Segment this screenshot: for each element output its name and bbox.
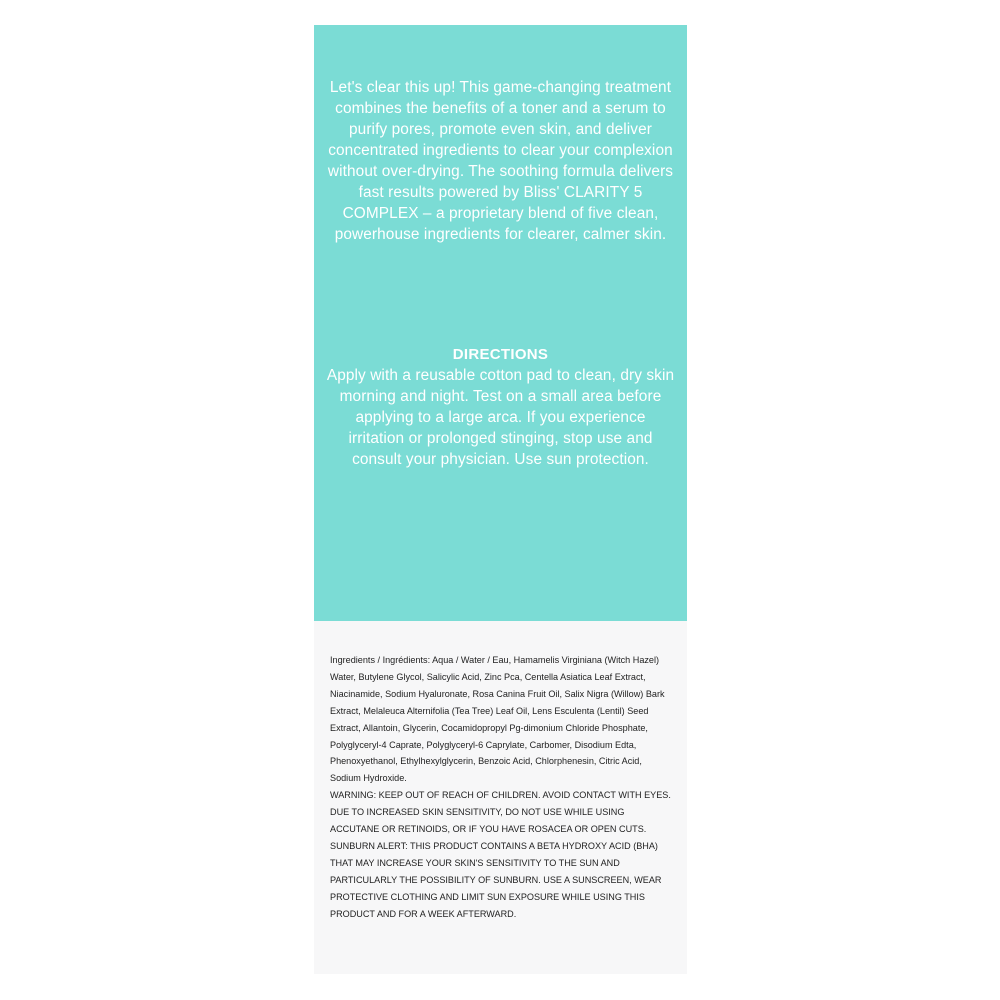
warning-text: WARNING: KEEP OUT OF REACH OF CHILDREN. AVOID CONTACT WITH EYES. DUE TO INCREASED SKIN SENSITIVITY, DO NOT USE WHILE USING ACCUTANE OR RETINOIDS, OR IF YOU HAVE ROSACEA OR OPEN CUTS.	[330, 790, 671, 835]
fine-print-block	[330, 652, 674, 923]
product-box-panel	[314, 25, 687, 974]
product-description: Let's clear this up! This game-changing treatment combines the benefits of a toner and a serum to purify pores, promote even skin, and deliver concentrated ingredients to clear your complexion without over-drying. The soothing formula delivers fast results powered by Bliss' CLARITY 5 COMPLEX – a proprietary blend of five clean, powerhouse ingredients for clearer, calmer skin.	[327, 79, 674, 243]
ingredients-list: Ingredients / Ingrédients: Aqua / Water / Eau, Hamamelis Virginiana (Witch Hazel) Water, Butylene Glycol, Salicylic Acid, Zinc Pca, Centella Asiatica Leaf Extract, Niacinamide, Sodium Hyaluronate, Rosa Canina Fruit Oil, Salix Nigra (Willow) Bark Extract, Melaleuca Alternifolia (Tea Tree) Leaf Oil, Lens Esculenta (Lentil) Seed Extract, Allantoin, Glycerin, Cocamidopropyl Pg-dimonium Chloride Phosphate, Polyglyceryl-4 Caprate, Polyglyceryl-6 Caprylate, Carbomer, Disodium Edta, Phenoxyethanol, Ethylhexylglycerin, Benzoic Acid, Chlorphenesin, Citric Acid, Sodium Hydroxide.	[330, 655, 665, 784]
directions-text: Apply with a reusable cotton pad to clean, dry skin morning and night. Test on a small area before applying to a large arca. If you experience irritation or prolonged stinging, stop use and consult your physician. Use sun protection.	[326, 367, 675, 468]
sunburn-alert-text: SUNBURN ALERT: THIS PRODUCT CONTAINS A BETA HYDROXY ACID (BHA) THAT MAY INCREASE YOUR SKIN'S SENSITIVITY TO THE SUN AND PARTICULARLY THE POSSIBILITY OF SUNBURN. USE A SUNSCREEN, WEAR PROTECTIVE CLOTHING AND LIMIT SUN EXPOSURE WHILE USING THIS PRODUCT AND FOR A WEEK AFTERWARD.	[330, 840, 662, 919]
directions-heading: DIRECTIONS	[452, 346, 549, 363]
teal-section	[314, 25, 687, 621]
